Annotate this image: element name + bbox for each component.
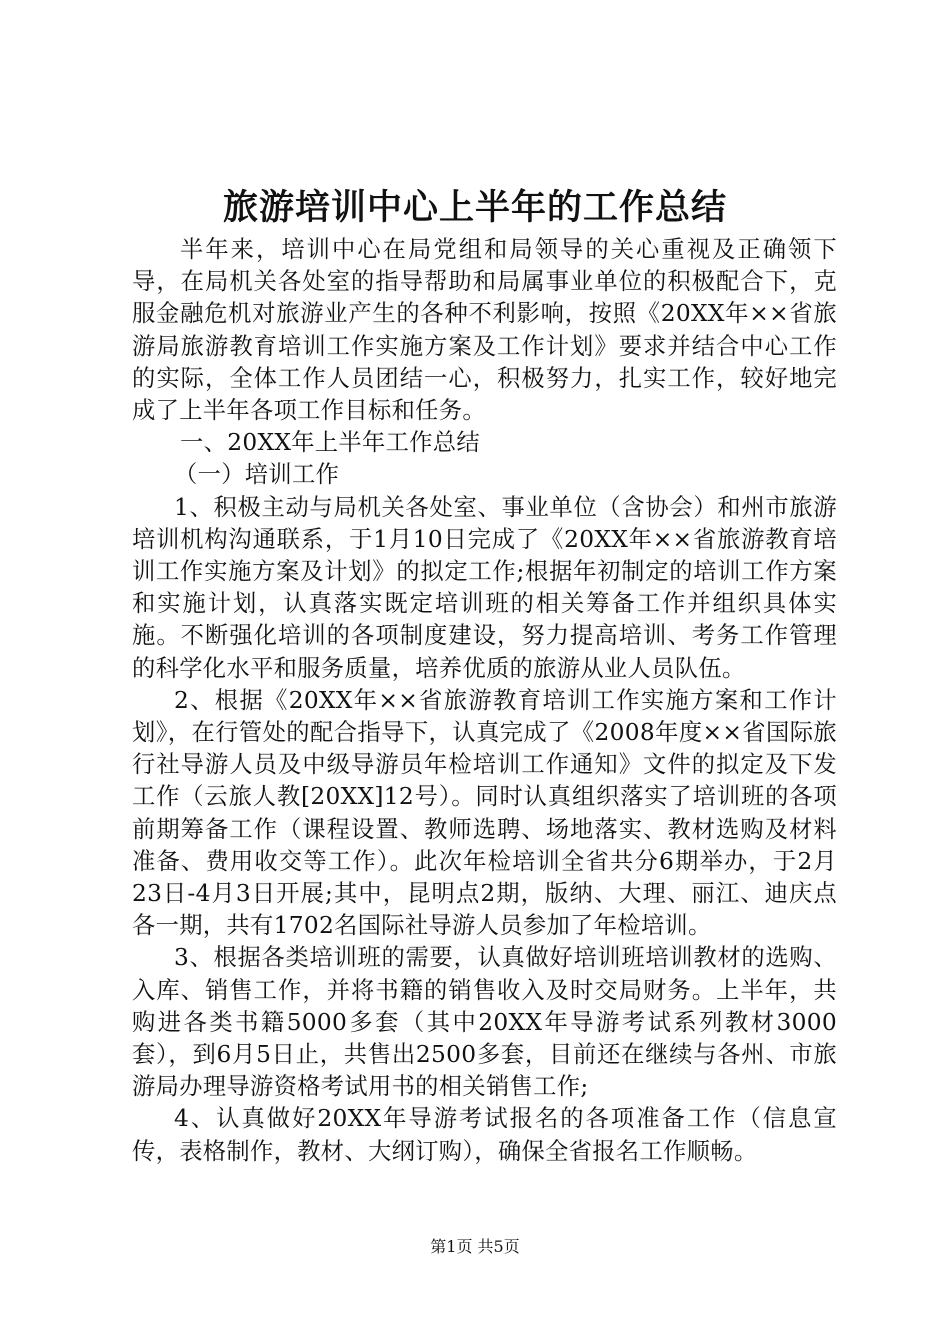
subsection-heading: （一）培训工作 — [174, 461, 340, 489]
paragraph-item-1: 1、积极主动与局机关各处室、事业单位（含协会）和州市旅游培训机构沟通联系，于1月10日完成了《20XX年××省旅游教育培训工作实施方案及计划》的拟定工作;根据年初制定的培训工作方案和实施计划，认真落实既定培训班的相关筹备工作并组织具体实施。不断强化培训的各项制度建设，努力提高培训、考务工作管理的科学化水平和服务质量，培养优质的旅游从业人员队伍。 — [132, 493, 837, 682]
paragraph-item-3: 3、根据各类培训班的需要，认真做好培训班培训教材的选购、入库、销售工作，并将书籍的销售收入及时交局财务。上半年，共购进各类书籍5000多套（其中20XX年导游考试系列教材3000套），到6月5日止，共售出2500多套，目前还在继续与各州、市旅游局办理导游资格考试用书的相关销售工作; — [132, 944, 837, 1101]
page-number-footer: 第1页 共5页 — [430, 1237, 520, 1256]
paragraph-item-2: 2、根据《20XX年××省旅游教育培训工作实施方案和工作计划》，在行管处的配合指导下，认真完成了《2008年度××省国际旅行社导游人员及中级导游员年检培训工作通知》文件的拟定及下发工作（云旅人教[20XX]12号）。同时认真组织落实了培训班的各项前期筹备工作（课程设置、教师选聘、场地落实、教材选购及材料准备、费用收交等工作）。此次年检培训全省共分6期举办，于2月23日-4月3日开展;其中，昆明点2期，版纳、大理、丽江、迪庆点各一期，共有1702名国际社导游人员参加了年检培训。 — [132, 686, 837, 940]
document-body — [132, 234, 837, 1168]
section-heading: 一、20XX年上半年工作总结 — [180, 429, 480, 457]
document-title: 旅游培训中心上半年的工作总结 — [222, 188, 727, 228]
paragraph-item-4: 4、认真做好20XX年导游考试报名的各项准备工作（信息宣传，表格制作，教材、大纲订购），确保全省报名工作顺畅。 — [132, 1105, 837, 1165]
paragraph-intro: 半年来，培训中心在局党组和局领导的关心重视及正确领下导，在局机关各处室的指导帮助和局属事业单位的积极配合下，克服金融危机对旅游业产生的各种不利影响，按照《20XX年××省旅游局旅游教育培训工作实施方案及工作计划》要求并结合中心工作的实际，全体工作人员团结一心，积极努力，扎实工作，较好地完成了上半年各项工作目标和任务。 — [132, 236, 837, 425]
